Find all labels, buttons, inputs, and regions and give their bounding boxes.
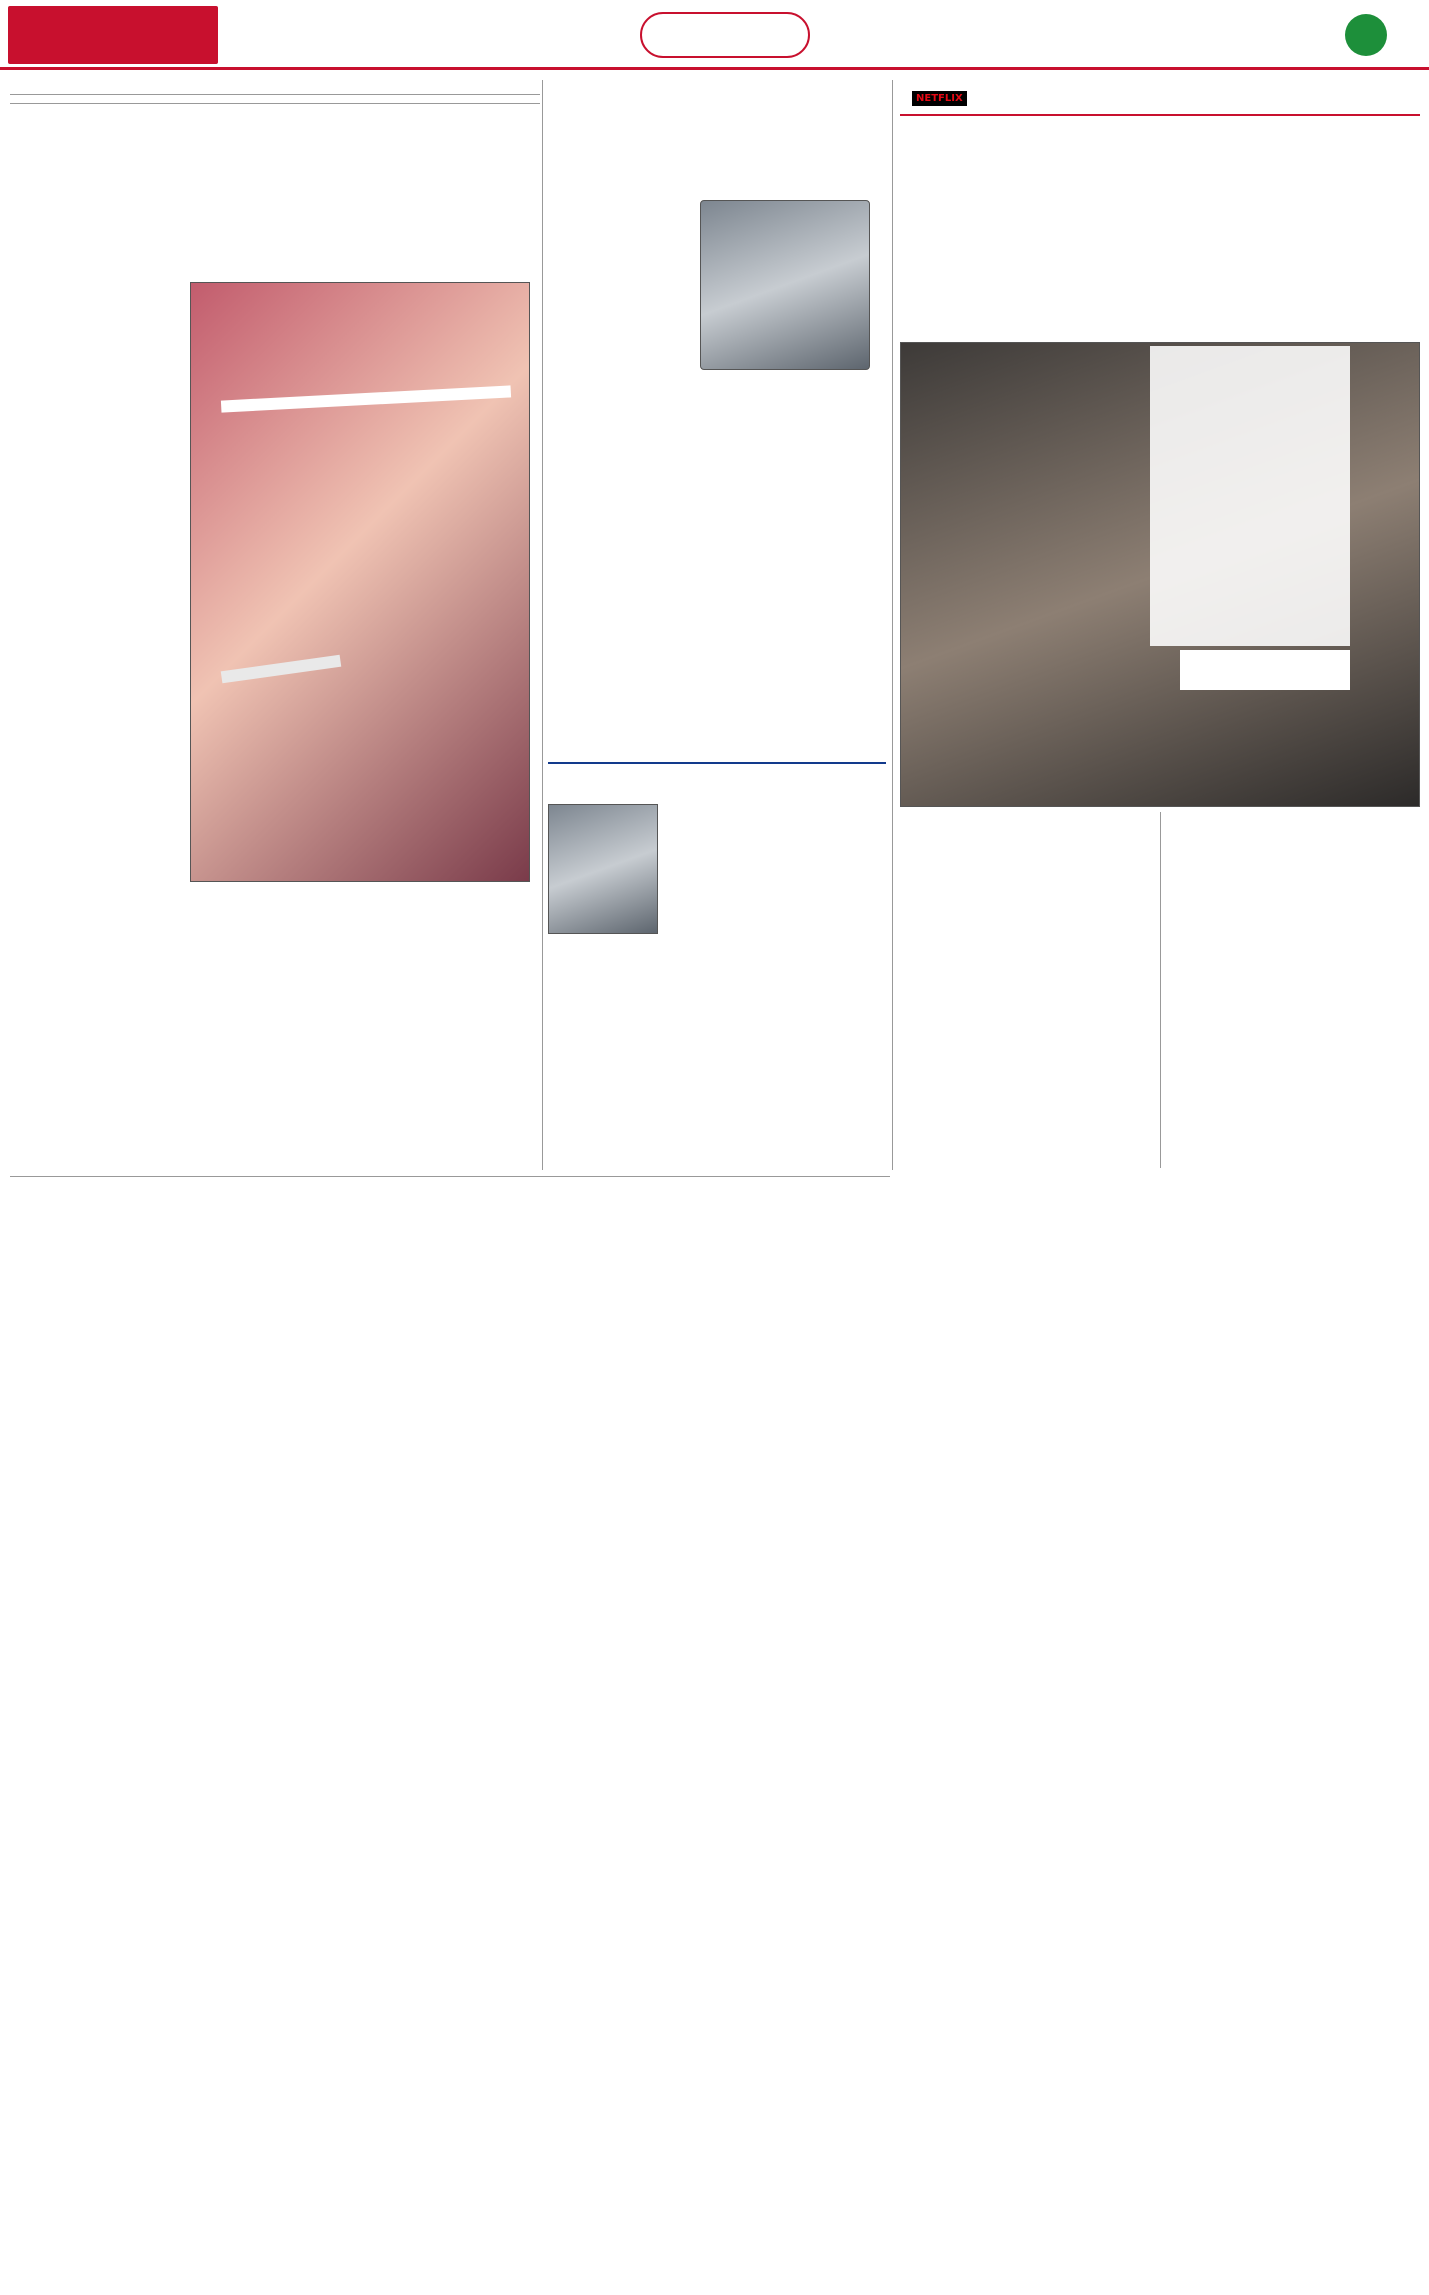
- glory-qa-box: [1150, 346, 1350, 646]
- randhawa-photo: [548, 804, 658, 934]
- randhawa-body: [668, 804, 886, 1144]
- glory-headline: [900, 126, 1420, 206]
- ashwani-kumar-photo: [700, 200, 870, 370]
- column-rule: [892, 80, 893, 1170]
- row-rule: [10, 1176, 890, 1177]
- glory-strip: [900, 82, 1420, 116]
- story-randhawa: [548, 762, 886, 1172]
- punjab-body-left: [10, 282, 180, 1162]
- protest-photo: [190, 282, 530, 882]
- section-tab: [640, 12, 810, 58]
- brand-block: [8, 6, 218, 64]
- protest-banner-1: [221, 385, 511, 412]
- glory-intro: [900, 210, 1420, 336]
- netflix-logo-icon: NETFLIX: [912, 91, 967, 106]
- protest-banner-2: [221, 655, 342, 684]
- glory-photo-caption: [1180, 650, 1350, 690]
- glory-right-qa: [1166, 812, 1420, 1172]
- politics-byline: [700, 710, 880, 750]
- column-rule: [1160, 812, 1161, 1168]
- protest-photo-caption: [190, 886, 530, 904]
- subhead: [10, 94, 540, 104]
- politics-body-col-1: [548, 190, 688, 750]
- page-number: [1345, 14, 1387, 56]
- masthead: [0, 0, 1429, 70]
- story-punjab-politics: [548, 82, 886, 174]
- conversion-headline: [10, 905, 490, 1005]
- glory-left-qa: [900, 812, 1155, 1172]
- column-rule: [542, 80, 543, 1170]
- politics-body-col-2: [700, 380, 870, 700]
